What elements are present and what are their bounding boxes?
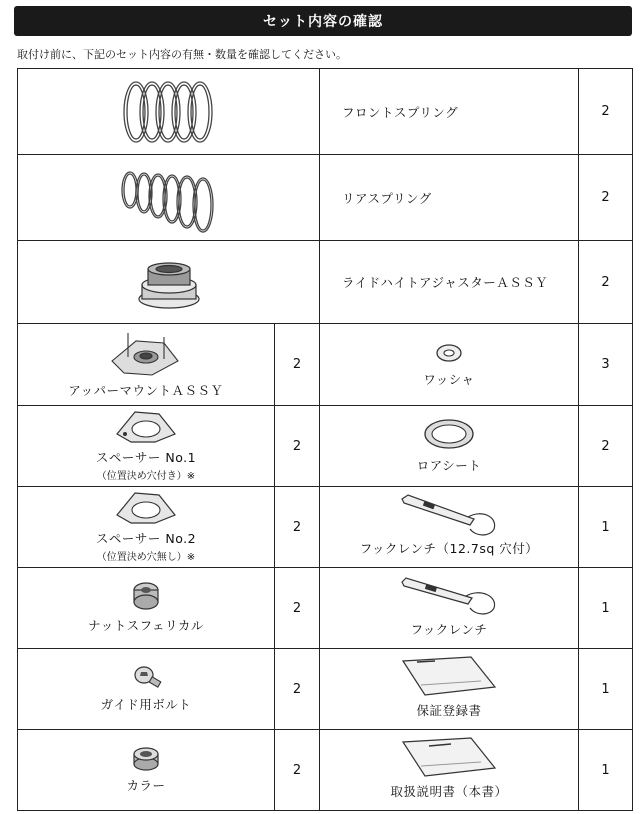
spacer-1-icon: [111, 406, 181, 446]
table-row: [18, 155, 633, 241]
contents-table: [17, 68, 633, 811]
item-qty: 2: [275, 568, 320, 649]
hook-wrench-square-icon: [394, 493, 504, 537]
table-row: [18, 649, 633, 730]
item-name: ガイド用ボルト: [100, 697, 192, 712]
table-row: [18, 568, 633, 649]
item-name: アッパーマウントＡＳＳＹ: [68, 382, 224, 398]
item-name: フックレンチ（12.7sq 穴付）: [359, 541, 539, 556]
item-name: カラー: [126, 778, 166, 793]
item-name: 取扱説明書（本書）: [390, 784, 508, 799]
table-row: [18, 406, 633, 487]
item-qty: 2: [579, 155, 633, 241]
item-name: スペーサー No.2: [95, 531, 197, 546]
item-name: スペーサー No.1: [95, 450, 197, 465]
table-row: [18, 69, 633, 155]
item-name: フロントスプリング: [320, 69, 579, 155]
item-name: ロアシート: [416, 458, 482, 473]
item-qty: 1: [579, 730, 633, 811]
collar-icon: [126, 742, 166, 774]
spacer-2-icon: [111, 487, 181, 527]
item-name: フックレンチ: [410, 622, 488, 637]
instruction-manual-icon: [399, 736, 499, 780]
lower-seat-icon: [419, 414, 479, 454]
guide-bolt-icon: [126, 661, 166, 693]
item-qty: 2: [275, 730, 320, 811]
item-name: リアスプリング: [320, 155, 579, 241]
item-note: （位置決め穴付き）※: [96, 471, 196, 482]
item-qty: 2: [579, 406, 633, 487]
warranty-card-icon: [399, 655, 499, 699]
hook-wrench-icon: [394, 574, 504, 618]
item-name: ライドハイトアジャスターＡＳＳＹ: [320, 241, 579, 324]
item-note: （位置決め穴無し）※: [96, 552, 196, 563]
upper-mount-icon: [106, 327, 186, 379]
rear-spring-icon: [114, 160, 224, 236]
item-qty: 2: [275, 649, 320, 730]
item-qty: 2: [275, 487, 320, 568]
table-row: [18, 730, 633, 811]
item-name: ナットスフェリカル: [88, 618, 204, 633]
item-qty: 1: [579, 649, 633, 730]
table-row: [18, 241, 633, 324]
item-qty: 2: [579, 241, 633, 324]
item-qty: 2: [275, 406, 320, 487]
front-spring-icon: [114, 74, 224, 150]
item-qty: 3: [579, 324, 633, 406]
intro-text: 取付け前に、下記のセット内容の有無・数量を確認してください。: [17, 48, 347, 61]
item-name: ワッシャ: [423, 371, 475, 387]
spherical-nut-icon: [126, 578, 166, 614]
item-qty: 2: [275, 324, 320, 406]
ride-height-adjuster-icon: [134, 249, 204, 315]
item-qty: 2: [579, 69, 633, 155]
item-name: 保証登録書: [416, 703, 482, 718]
item-qty: 1: [579, 487, 633, 568]
item-qty: 1: [579, 568, 633, 649]
section-title: セット内容の確認: [14, 6, 632, 36]
washer-icon: [429, 338, 469, 368]
table-row: [18, 324, 633, 406]
table-row: [18, 487, 633, 568]
